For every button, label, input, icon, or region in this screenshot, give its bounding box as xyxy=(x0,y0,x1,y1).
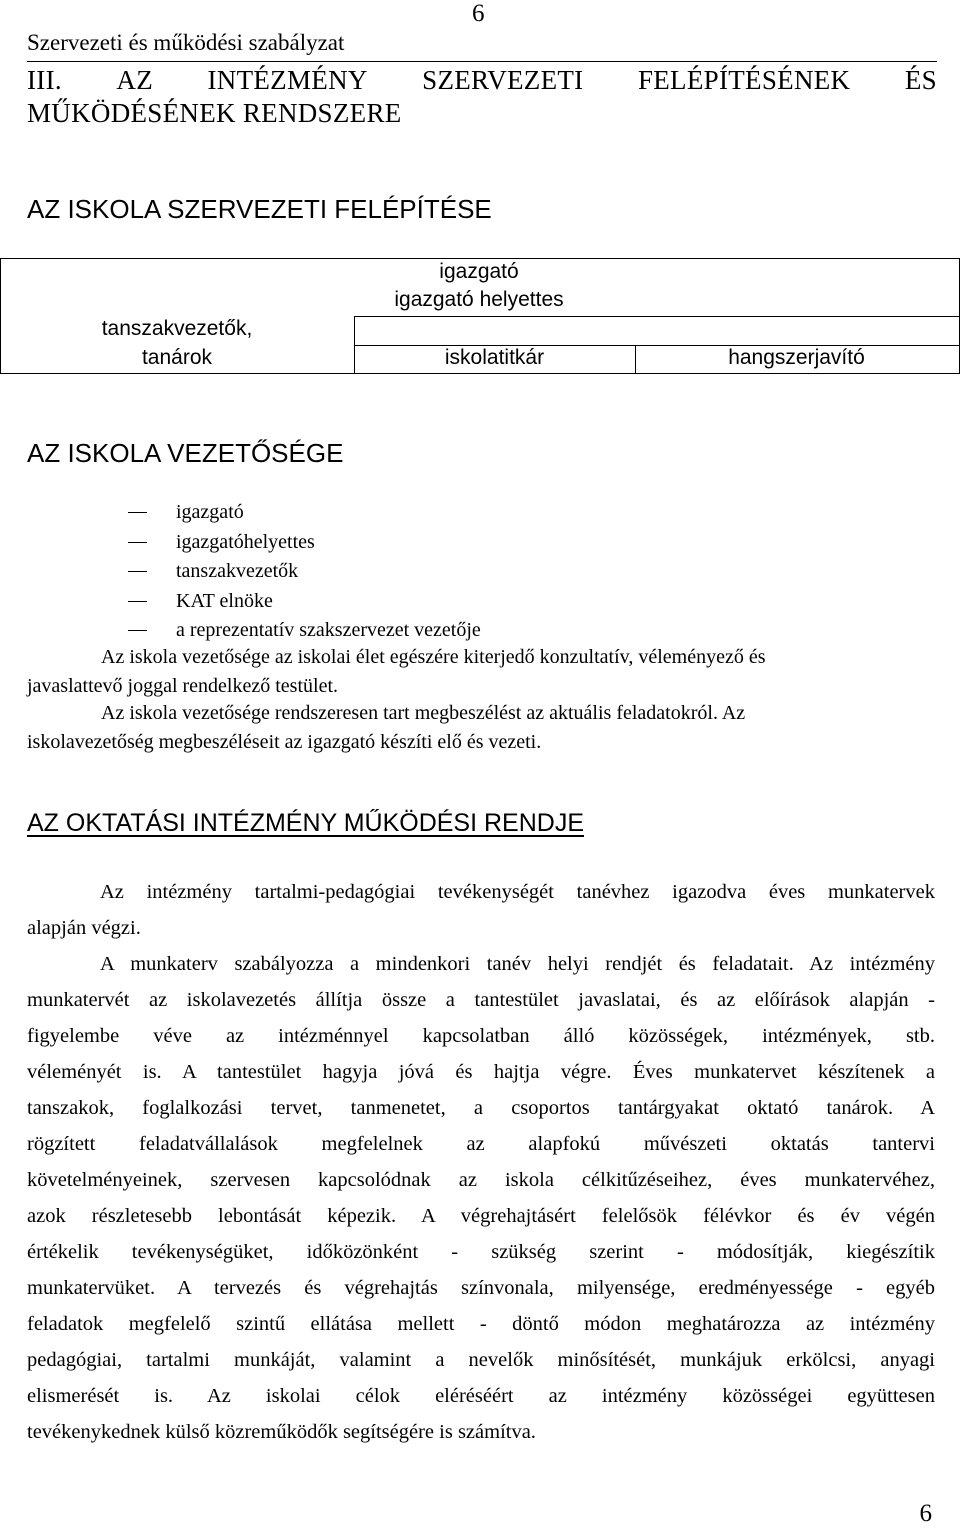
document-header-title: Szervezeti és működési szabályzat xyxy=(27,30,345,55)
paragraph-line: Az intézmény tartalmi-pedagógiai tevékenységét tanévhez igazodva éves munkatervek xyxy=(100,881,935,903)
dash-bullet-icon xyxy=(128,542,147,543)
paragraph-line: tevékenykednek külső közreműködők segítségére is számítva. xyxy=(27,1421,536,1443)
paragraph-line: pedagógiai, tartalmi munkáját, valamint a nevelők minősítését, munkájuk erkölcsi, anyagi xyxy=(27,1349,935,1371)
leadership-member-list xyxy=(128,498,481,646)
page-number-bottom: 6 xyxy=(919,1500,932,1527)
org-school-secretary: iskolatitkár xyxy=(444,346,545,369)
paragraph-line: A munkaterv szabályozza a mindenkori tanév helyi rendjét és feladatait. Az intézmény xyxy=(100,953,935,975)
list-item-text: KAT elnöke xyxy=(176,589,273,612)
paragraph-line: figyelembe véve az intézménnyel kapcsolatban álló közösségek, intézmények, stb. xyxy=(27,1025,935,1047)
dash-bullet-icon xyxy=(128,512,147,513)
paragraph-line: munkatervüket. A tervezés és végrehajtás színvonala, milyensége, eredményessége - egyéb xyxy=(27,1277,935,1299)
page-number-top: 6 xyxy=(472,0,485,27)
chapter-title-word: ÉS xyxy=(904,65,937,95)
list-item xyxy=(128,616,481,646)
list-item xyxy=(128,557,481,587)
operations-body xyxy=(27,946,935,1450)
org-teachers: tanárok xyxy=(141,346,213,369)
org-deputy-director: igazgató helyettes xyxy=(394,288,564,311)
header-rule xyxy=(27,61,937,62)
chapter-title-word: INTÉZMÉNY xyxy=(207,65,368,95)
dash-bullet-icon xyxy=(128,601,147,602)
leadership-heading: AZ ISKOLA VEZETŐSÉGE xyxy=(27,438,344,468)
list-item-text: igazgató xyxy=(176,501,244,523)
leadership-paragraph-1 xyxy=(27,643,937,700)
dash-bullet-icon xyxy=(128,571,147,572)
chapter-title-word: FELÉPÍTÉSÉNEK xyxy=(637,65,851,95)
org-director: igazgató xyxy=(439,260,519,283)
leadership-paragraph-2 xyxy=(27,699,937,756)
chapter-title-line1 xyxy=(27,64,937,97)
paragraph-line: munkatervét az iskolavezetés állítja össze a tantestület javaslatai, és az előírások alapján - xyxy=(27,989,935,1011)
paragraph-line: azok részletesebb lebontását képezik. A végrehajtásért felelősök félévkor és év végén xyxy=(27,1205,935,1227)
list-item-text: tanszakvezetők xyxy=(176,560,299,583)
list-item xyxy=(128,587,481,617)
paragraph-line: alapján végzi. xyxy=(27,917,141,939)
list-item-text: a reprezentatív szakszervezet vezetője xyxy=(176,619,481,642)
list-item-text: igazgatóhelyettes xyxy=(176,530,315,553)
list-item xyxy=(128,528,481,558)
chapter-title-word: AZ xyxy=(116,65,154,95)
paragraph-line: követelményeinek, szervesen kapcsolódnak az iskola célkitűzéseihez, éves munkatervéhez, xyxy=(27,1169,935,1191)
paragraph-line: iskolavezetőség megbeszéléseit az igazgató készíti elő és vezeti. xyxy=(27,730,542,753)
paragraph-line: feladatok megfelelő szintű ellátása mellett - döntő módon meghatározza az intézmény xyxy=(27,1313,935,1335)
paragraph-line: Az iskola vezetősége rendszeresen tart megbeszélést az aktuális feladatokról. Az xyxy=(101,702,746,724)
paragraph-line: értékelik tevékenységüket, időközönként - szükség szerint - módosítják, kiegészítik xyxy=(27,1241,935,1263)
chapter-title xyxy=(27,64,937,130)
list-item xyxy=(128,498,481,528)
paragraph-line: tanszakok, foglalkozási tervet, tanmenetet, a csoportos tantárgyakat oktató tanárok. A xyxy=(27,1097,935,1119)
org-instrument-repairer: hangszerjavító xyxy=(728,346,865,369)
operations-intro xyxy=(27,874,935,946)
chapter-title-line2: MŰKÖDÉSÉNEK RENDSZERE xyxy=(27,98,402,128)
paragraph-line: elismerését is. Az iskolai célok eléréséért az intézmény közösségei együttesen xyxy=(27,1385,935,1407)
paragraph-line: rögzített feladatvállalások megfelelnek az alapfokú művészeti oktatás tantervi xyxy=(27,1133,935,1155)
org-structure-table xyxy=(0,258,960,374)
structure-heading: AZ ISKOLA SZERVEZETI FELÉPÍTÉSE xyxy=(27,194,492,224)
org-department-heads: tanszakvezetők, xyxy=(101,317,253,340)
chapter-title-word: SZERVEZETI xyxy=(422,65,584,95)
paragraph-line: Az iskola vezetősége az iskolai élet egészére kiterjedő konzultatív, véleményező és xyxy=(101,646,766,668)
chapter-title-word: III. xyxy=(27,65,62,95)
dash-bullet-icon xyxy=(128,630,147,631)
paragraph-line: javaslattevő joggal rendelkező testület. xyxy=(27,674,338,697)
org-table-divider-h xyxy=(354,316,959,317)
operations-heading: AZ OKTATÁSI INTÉZMÉNY MŰKÖDÉSI RENDJE xyxy=(27,809,585,837)
paragraph-line: véleményét is. A tantestület hagyja jóvá és hajtja végre. Éves munkatervet készítenek a xyxy=(27,1061,935,1083)
